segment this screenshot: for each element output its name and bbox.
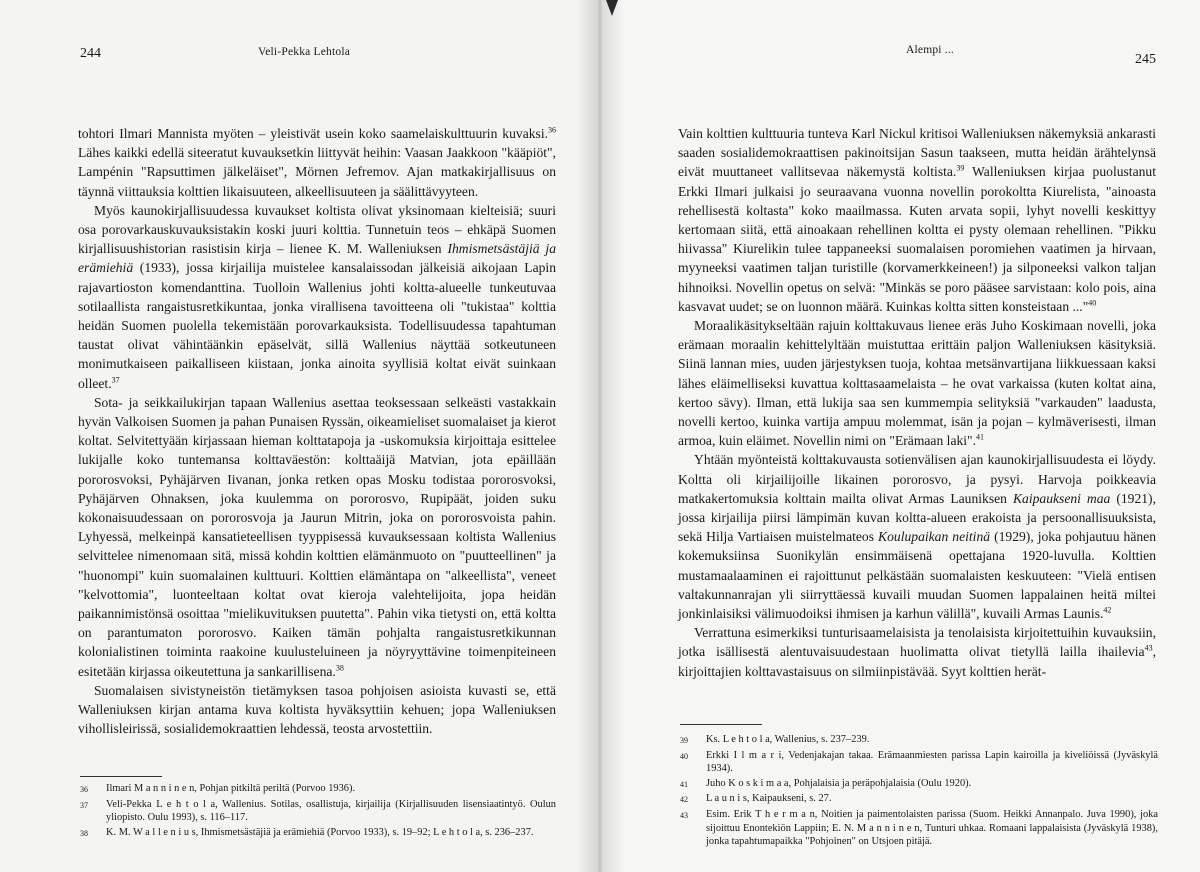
footnote-ref: 41: [976, 432, 984, 442]
text-run: Yhtään myönteistä kolttakuvausta sotienvälisen ajan kaunokirjallisuudesta ei löydy. Koltta oli kirjailijoille likainen pororosvo, ja pysyi. Harvoja poikkeavia matkakertomuksia kolttain mailta olivat Armas Launiksen: [678, 452, 1156, 506]
text-run: tohtori Ilmari Mannista myöten – yleistivät usein koko saamelaiskulttuurin kuvaksi.: [78, 126, 548, 141]
footnote-number: 36: [80, 785, 88, 794]
footnote-number: 41: [680, 779, 688, 789]
footnote-text: L a u n i s, Kaipaukseni, s. 27.: [706, 793, 832, 805]
page-number: 245: [1135, 52, 1156, 67]
footnote-text: Ilmari M a n n i n e n, Pohjan pitkiltä periltä (Porvoo 1936).: [106, 783, 356, 794]
right-page: [600, 0, 1200, 872]
text-run: Moraalikäsitykseltään rajuin kolttakuvaus lienee eräs Juho Koskimaan novelli, joka erämaan moraalin kehittelyltään muistuttaa erittäin paljon Walleniuksen käsityksiä. Siinä lannan mies, uuden järjestyksen tuoja, kohtaa metsänvartijana liikkuessaan kaksi lähes eläimelliseksi kuvattua kolttasaamelaista – he ovat varkaissa (kuten koltat aina, kertoo sävy). Ilman, että lukija saa sen kummempia selityksiä "varkauden" laadusta, novelli kertoo, kuinka vartija ampuu molemmat, isän ja pojan – kylmäverisesti, ilman armoa, kuin eläimet. Novellin nimi on "Erämaan laki".: [678, 318, 1156, 449]
footnotes: [680, 733, 1158, 850]
text-run: (1933), jossa kirjailija muistelee kansalaissodan jälkeisiä aikojaan Lapin rajavartioston komendanttina. Tuolloin Wallenius johti koltta-alueelle tunkeutuvaa sotilaallista rangaistusretkikuntaa, jonka virallisena tavoitteena oli "tukistaa" kolttia heidän Suomen puolella tekemistään porovarkauksista. Todellisuudessa tapahtuman taustat olivat vähintäänkin epäselvät, sillä Wallenius näyttää sotkeutuneen monimutkaiseen paikalliseen kiistaan, jonka ainoita syyllisiä koltat eivät suinkaan olleet.: [78, 260, 556, 391]
footnote: [80, 826, 556, 841]
footnote-number: 38: [80, 828, 88, 838]
paragraph: [78, 201, 556, 393]
footnote-rule: [80, 776, 162, 777]
footnote-text: Erkki I l m a r i, Vedenjakajan takaa. Erämaanmiesten parissa Lapin kairoilla ja kiveliöissä (Jyväskylä 1934).: [706, 749, 1158, 775]
footnote: [80, 798, 556, 825]
text-run: Lähes kaikki edellä siteeratut kuvauksetkin liittyvät heihin: Vaasan Jaakkoon "kääpiöt", Lampénin "Rapsuttimen jälkeläiset", Mörnen Jefremov. Ajan matkakirjallisuus on täynnä viittauksia kolttien likaisuuteen, alkeellisuuteen ja säälittävyyteen.: [78, 145, 556, 199]
footnote-ref: 42: [1103, 605, 1112, 615]
paragraph: [678, 623, 1156, 681]
footnote-ref: 40: [1088, 298, 1097, 308]
paragraph: [78, 124, 556, 201]
footnote-ref: 38: [335, 663, 344, 673]
text-run: Verrattuna esimerkiksi tunturisaamelaisista ja tenolaisista kirjoitettuihin kuvauksiin, jotka isällisestä alentuvaisuudestaan huolimatta olivat tietyllä lailla ihailevia: [678, 625, 1156, 660]
body-text: [78, 124, 556, 739]
text-run: (1929), joka pohjautuu hänen kokemuksiinsa Suonikylän ensimmäisenä opettajana 1920-luvulla. Kolttien mustamaalaaminen ei rajoittunut pelkästään suomalaisten keskuuteen: "Vielä entisen valtakunnanrajan yli siirryttäessä kuvaili muudan Suomen lappalainen heitä miltei jonkinlaisiksi välimuodoiksi ihmisen ja karhun välillä", kuvaili Armas Launis.: [678, 529, 1156, 622]
footnote: [680, 777, 1158, 792]
footnote: [680, 792, 1158, 807]
footnote-ref: 36: [548, 125, 556, 135]
footnote-number: 40: [680, 751, 688, 761]
body-text: [678, 124, 1156, 681]
footnote-ref: 37: [111, 375, 120, 385]
text-run: (1921), jossa kirjailija piirsi lämpimän kuvan koltta-alueen erakoista ja persoonallisuuksista, sekä Hilja Vartiaisen muistelmateos: [678, 490, 1156, 545]
text-run: Vain kolttien kulttuuria tunteva Karl Nickul kritisoi Walleniuksen näkemyksiä ankarasti saaden sosialidemokraattisen pakinoitsijan Sasun taakseen, mutta heidän ärähtelynsä eivät muuttaneet vallitsevaa näkemystä koltista.: [678, 126, 1156, 180]
running-head: Veli-Pekka Lehtola: [258, 46, 351, 58]
running-head: Alempi ...: [906, 44, 954, 56]
footnote-number: 37: [80, 800, 88, 810]
footnote-rule: [680, 724, 762, 725]
paragraph: [78, 681, 556, 739]
footnote: [680, 733, 1158, 748]
footnote: [680, 808, 1158, 849]
footnote-text: Veli-Pekka L e h t o l a, Wallenius. Sotilas, osallistuja, kirjailija (Kirjallisuuden lisensiaatintyö. Oulun yliopisto. Oulu 1993), s. 116–117.: [106, 798, 556, 824]
page-number: 244: [80, 46, 101, 61]
italic-title: Kaipaukseni maa: [1012, 490, 1111, 506]
paragraph: [678, 450, 1156, 623]
footnote-text: K. M. W a l l e n i u s, Ihmismetsästäjiä ja erämiehiä (Porvoo 1933), s. 19–92; L e h t o l a, s. 236–237.: [106, 826, 534, 838]
footnote-number: 43: [680, 810, 688, 820]
italic-title: Ihmismetsästäjiä ja erämiehiä: [78, 241, 557, 276]
footnote-number: 39: [680, 736, 688, 745]
footnote-text: Juho K o s k i m a a, Pohjalaisia ja peräpohjalaisia (Oulu 1920).: [706, 777, 972, 789]
footnote-text: Ks. L e h t o l a, Wallenius, s. 237–239.: [706, 734, 870, 745]
italic-title: Koulupaikan neitinä: [878, 529, 991, 545]
text-run: Sota- ja seikkailukirjan tapaan Wallenius asettaa teoksessaan selkeästi vastakkain hyvän Valkoisen Suomen ja pahan Punaisen Ryssän, oikeamieliset suomalaiset ja kierot koltat. Selvitettyään kirjassaan hieman kolttatapoja ja -uskomuksia kirjoittaja esittelee lukijalle koko tuntemansa kolttaväestön: kolttaäijä Matvian, jota epäillään pororosvoksi, Pyhäjärven Iivanan, jonka retken opas Mosku todistaa pororosvoksi, Pyhäjärven Ohnaksen, joka kuulemma on pororosvo, Rupipäät, joiden suku kokonaisuudessaan on pororosvoja ja Jaurun Mitrin, joka on pororosvoista pahin. Lyhyessä, melkeinpä kansatieteellisen tyyppisessä kuvauksessaan koltista Wallenius selvittelee nimenomaan sitä, missä kohdin kolttien elämänmuoto on "puutteellinen" ja "huonompi" kuin suomalainen kulttuuri. Kolttien elämäntapa on "alkeellista", veneet "kelvottomia", luonteeltaan koltat ovat kieroja valehtelijoita, jopa heidän paikannimistönsä osoittaa "mielikuvituksen puutetta". Pahin vika tietysti on, että koltta on parantumaton pororosvo. Kaiken tämän pohjalta rangaistusretkikunnan kolonialistinen toiminta raakoine kuulusteluineen ja nöyryyttävine toimenpiteineen esitetään kirjassa oikeutettuna ja sankarillisena.: [78, 394, 556, 679]
paragraph: [78, 393, 556, 681]
paragraph: [678, 316, 1156, 450]
footnotes: [80, 782, 556, 841]
footnote: [680, 749, 1158, 776]
text-run: , kirjoittajien kolttavastaisuus on silmiinpistävää. Syyt kolttien herät-: [678, 644, 1156, 679]
text-run: Suomalaisen sivistyneistön tietämyksen tasoa pohjoisen asioista kuvasti se, että Walleniuksen kirjan antama kuva koltista hyväksyttiin kehuen; jopa Walleniuksen vihollisleirissä, sosialidemokraattien lehdessä, teosta arvostettiin.: [78, 682, 556, 737]
footnote-ref: 39: [956, 163, 965, 173]
footnote-text: Esim. Erik T h e r m a n, Noitien ja paimentolaisten parissa (Suom. Heikki Annanpalo. Juva 1990), joka sijoittuu Enontekiön Lappiin; E. N. M a n n i n e n, Tunturi uhkaa. Romaani lappalaisista (Jyväskylä 1938), jonka tapahtumapaikka "Pohjoinen" on Utsjoen pitäjä.: [706, 808, 1158, 848]
text-run: Myös kaunokirjallisuudessa kuvaukset koltista olivat yksinomaan kielteisiä; suuri osa porovarkauskuvauksistakin koski juuri kolttia. Tunnetuin teos – ehkäpä Suomen kirjallisuushistorian rasistisin kirja – lienee K. M. Walleniuksen: [78, 202, 556, 257]
footnote: [80, 782, 556, 797]
fold-mark: [606, 0, 618, 16]
footnote-number: 42: [680, 795, 688, 805]
paragraph: [678, 124, 1156, 316]
text-run: Walleniuksen kirjaa puolustanut Erkki Ilmari julkaisi jo seuraavana vuonna novellin porokoltta Kiurelista, "ainoasta rehellisestä koltasta" koko maailmassa. Kuten arvata sopii, lyhyt novelli keskittyy kertomaan siitä, että ainoakaan rehellinen koltta ei pysty olemaan rehellinen. "Pikku hiivassa" Kiurelikin tulee tappaneeksi suomalaisen poromiehen vaatimen ja hirvaan, myyneeksi vaatimen taljan turistille (korvamerkkeineen!) ja silponeeksi valkon taljan hihnoiksi. Novellin opetus on selvä: "Minkäs se poro pääsee sarvistaan: kolo pois, aina kasvavat uudet; se on luonnon määrä. Kuinkas koltta sitten konsteistaan ...": [678, 164, 1156, 314]
footnote-ref: 43: [1144, 643, 1153, 653]
